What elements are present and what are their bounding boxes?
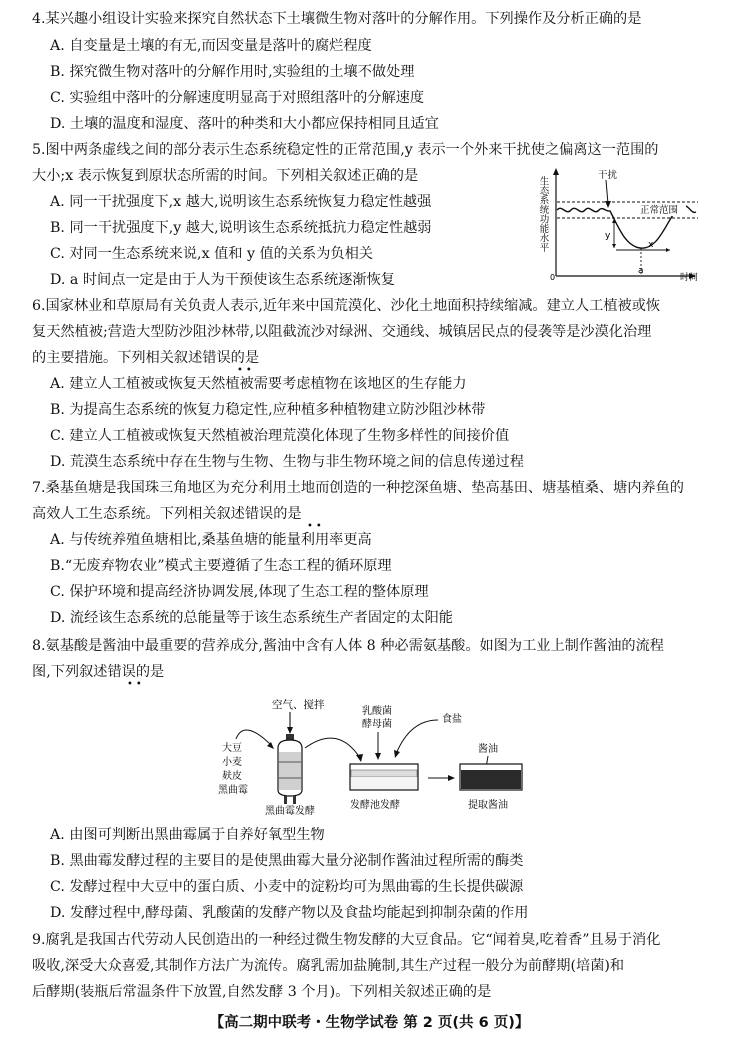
step1-label: 黑曲霉发酵 [265, 806, 315, 817]
q4-option-a: A. 自变量是土壤的有无,而因变量是落叶的腐烂程度 [50, 38, 372, 54]
stability-graph [537, 166, 715, 283]
q7-option-a: A. 与传统养殖鱼塘相比,桑基鱼塘的能量利用率更高 [50, 532, 372, 548]
q4-option-c: C. 实验组中落叶的分解速度明显高于对照组落叶的分解速度 [50, 90, 425, 106]
soy-sauce-flow-diagram [210, 696, 540, 818]
q6-option-c: C. 建立人工植被或恢复天然植被治理荒漠化体现了生物多样性的间接价值 [50, 428, 510, 444]
q9-stem-line1: 9.腐乳是我国古代劳动人民创造出的一种经过微生物发酵的大豆食品。它“闻着臭,吃着香”且易于消化 [32, 932, 661, 948]
graph-a-label: a [638, 266, 644, 276]
input-aspergillus: 黑曲霉 [218, 785, 248, 796]
graph-y-label: y [605, 231, 611, 241]
graph-xlabel: 时间 [680, 273, 699, 283]
input-wheat: 小麦 [222, 757, 242, 768]
q6-option-d: D. 荒漠生态系统中存在生物与生物、生物与非生物环境之间的信息传递过程 [50, 454, 524, 470]
q5-option-d: D. a 时间点一定是由于人为干预使该生态系统逐渐恢复 [50, 272, 395, 288]
bacteria-yeast: 酵母菌 [362, 719, 392, 730]
step2-label: 发酵池发酵 [350, 800, 400, 811]
salt-label: 食盐 [442, 714, 462, 725]
emphasis-dots: •• [237, 365, 255, 376]
air-label: 空气、搅拌 [272, 699, 325, 711]
q6-stem-line2: 复天然植被;营造大型防沙阻沙林带,以阻截流沙对绿洲、交通线、城镇居民点的侵袭等是沙漠化治理 [32, 324, 652, 340]
q8-option-b: B. 黑曲霉发酵过程的主要目的是使黑曲霉大量分泌制作酱油过程所需的酶类 [50, 853, 524, 869]
bacteria-lactic: 乳酸菌 [362, 706, 392, 717]
graph-range-label: 正常范围 [640, 205, 679, 216]
q9-stem-line2: 吸收,深受大众喜爱,其制作方法广为流传。腐乳需加盐腌制,其生产过程一般分为前酵期(培菌)和 [32, 958, 625, 974]
q9-stem-line3: 后酵期(装瓶后常温条件下放置,自然发酵 3 个月)。下列相关叙述正确的是 [32, 984, 492, 1000]
fermentation-tank [350, 764, 418, 790]
q7-stem-line2: 高效人工生态系统。下列相关叙述错误的是 [32, 506, 302, 522]
q8-option-a: A. 由图可判断出黑曲霉属于自养好氧型生物 [50, 827, 325, 843]
q7-stem-line1: 7.桑基鱼塘是我国珠三角地区为充分利用土地而创造的一种挖深鱼塘、垫高基田、塘基植桑、塘内养鱼的 [32, 480, 684, 496]
q6-stem-line3: 的主要措施。下列相关叙述错误的是 [32, 350, 260, 366]
input-soybean: 大豆 [222, 743, 242, 754]
step3-label: 提取酱油 [468, 800, 508, 811]
page-footer: 【高二期中联考・生物学试卷 第 2 页(共 6 页)】 [209, 1015, 530, 1031]
q7-option-d: D. 流经该生态系统的总能量等于该生态系统生产者固定的太阳能 [50, 610, 453, 626]
input-bran: 麸皮 [222, 771, 242, 782]
q5-stem-line1: 5.图中两条虚线之间的部分表示生态系统稳定性的正常范围,y 表示一个外来干扰使之偏离这一范围的 [32, 142, 659, 158]
graph-x-label: x [648, 240, 654, 250]
sauce-tank [460, 764, 522, 790]
graph-ylabel: 生态系统功能水平 [537, 176, 549, 252]
q6-option-a: A. 建立人工植被或恢复天然植被需要考虑植物在该地区的生存能力 [50, 376, 467, 392]
q4-stem: 4.某兴趣小组设计实验来探究自然状态下土壤微生物对落叶的分解作用。下列操作及分析正确的是 [32, 11, 642, 27]
emphasis-dots: •• [127, 679, 145, 690]
q8-stem-line2: 图,下列叙述错误的是 [32, 664, 165, 680]
q5-stem-line2: 大小;x 表示恢复到原状态所需的时间。下列相关叙述正确的是 [32, 168, 419, 184]
q5-option-c: C. 对同一生态系统来说,x 值和 y 值的关系为负相关 [50, 246, 373, 262]
fermenter-vessel [278, 734, 302, 804]
soy-sauce-label: 酱油 [478, 744, 498, 755]
q8-stem-line1: 8.氨基酸是酱油中最重要的营养成分,酱油中含有人体 8 种必需氨基酸。如图为工业上制作酱油的流程 [32, 638, 664, 654]
q5-option-b: B. 同一干扰强度下,y 越大,说明该生态系统抵抗力稳定性越弱 [50, 220, 432, 236]
q7-option-c: C. 保护环境和提高经济协调发展,体现了生态工程的整体原理 [50, 584, 429, 600]
graph-origin: 0 [550, 273, 556, 282]
emphasis-dots: •• [307, 521, 325, 532]
q8-option-d: D. 发酵过程中,酵母菌、乳酸菌的发酵产物以及食盐均能起到抑制杂菌的作用 [50, 905, 529, 921]
q5-option-a: A. 同一干扰强度下,x 越大,说明该生态系统恢复力稳定性越强 [50, 194, 432, 210]
q6-option-b: B. 为提高生态系统的恢复力稳定性,应种植多种植物建立防沙阻沙林带 [50, 402, 486, 418]
graph-disturb-label: 干扰 [598, 170, 618, 181]
q4-option-b: B. 探究微生物对落叶的分解作用时,实验组的土壤不做处理 [50, 64, 415, 80]
q8-option-c: C. 发酵过程中大豆中的蛋白质、小麦中的淀粉均可为黑曲霉的生长提供碳源 [50, 879, 524, 895]
q7-option-b: B.“无废弃物农业”模式主要遵循了生态工程的循环原理 [50, 558, 392, 574]
q4-option-d: D. 土壤的温度和湿度、落叶的种类和大小都应保持相同且适宜 [50, 116, 439, 132]
q6-stem-line1: 6.国家林业和草原局有关负责人表示,近年来中国荒漠化、沙化土地面积持续缩减。建立人工植被或恢 [32, 298, 661, 314]
